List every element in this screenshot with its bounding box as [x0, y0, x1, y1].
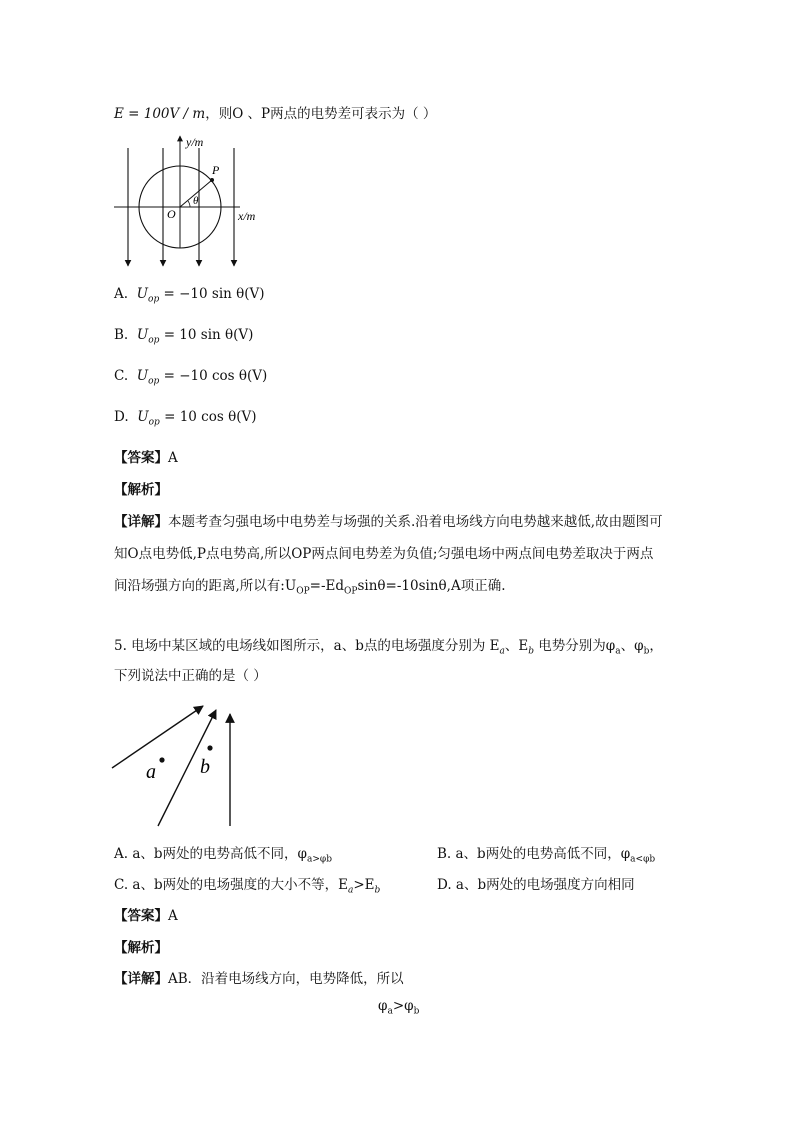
option-lhs: U [136, 286, 149, 302]
stem-text: 、φ [620, 638, 644, 654]
option-lhs: U [137, 409, 149, 425]
detail-tag: 【详解】 [114, 514, 168, 530]
option-sub: b [649, 854, 656, 865]
formula-text: >φ [392, 998, 414, 1014]
field-line [112, 706, 203, 768]
option-letter: C. [114, 368, 129, 384]
stem-text: ， [649, 638, 663, 654]
point-a-dot [159, 757, 164, 762]
q4-stem-text: ，则O 、P两点的电势差可表示为（ ） [205, 106, 437, 122]
option-sub: op [148, 376, 160, 387]
option-lhs: U [136, 368, 149, 384]
stem-sub: a [615, 646, 621, 657]
angle-label: θ [193, 195, 199, 207]
q4-answer [114, 446, 178, 466]
q4-stem-formula: E = 100V / m [114, 106, 206, 122]
option-rhs: = −10 sin θ(V) [163, 286, 265, 302]
option-text: C. a、b两处的电场强度的大小不等，E [114, 877, 348, 893]
detail-text: AB．沿着电场线方向，电势降低，所以 [168, 971, 404, 987]
detail-sub: OP [344, 586, 358, 597]
q4-option-d [114, 409, 257, 428]
point-b-dot [207, 745, 212, 750]
q5-stem-line2: 下列说法中正确的是（ ） [114, 668, 267, 684]
answer-tag: 【答案】 [114, 908, 168, 924]
q5-option-d: D. a、b两处的电场强度方向相同 [437, 877, 635, 893]
q4-option-c [114, 368, 267, 387]
stem-text: 5. 电场中某区域的电场线如图所示，a、b点的电场强度分别为 E [114, 638, 500, 654]
q4-analysis-tag: 【解析】 [114, 482, 168, 498]
stem-text: 电势分别为φ [534, 638, 616, 654]
q5-detail-line [114, 967, 404, 987]
q4-option-b [114, 327, 253, 346]
option-sub: op [148, 417, 160, 428]
answer-value: A [168, 908, 178, 924]
q5-answer [114, 904, 178, 924]
q5-option-c [114, 873, 380, 896]
detail-text: 间沿场强方向的距离,所以有:U [114, 578, 297, 594]
q5-stem-line1 [114, 634, 663, 657]
point-a-label: a [146, 761, 156, 783]
option-sub: b [374, 885, 381, 896]
q4-uniform-field-figure [110, 130, 270, 270]
q5-formula [378, 998, 419, 1017]
stem-sub: b [643, 646, 650, 657]
detail-sub: OP [296, 586, 310, 597]
detail-text: 本题考查匀强电场中电势差与场强的关系.沿着电场线方向电势越来越低,故由题图可 [168, 514, 663, 530]
stem-text: 、E [504, 638, 529, 654]
q5-option-a [114, 842, 332, 865]
q5-field-lines-figure [108, 696, 248, 828]
option-sub: b [326, 854, 332, 865]
detail-text: =-Ed [309, 578, 345, 594]
point-p-dot [210, 178, 214, 182]
q5-option-b [437, 842, 655, 865]
detail-text: sinθ=-10sinθ,A项正确. [357, 578, 506, 594]
x-axis-label: x/m [238, 209, 256, 223]
q5-analysis-tag: 【解析】 [114, 940, 168, 956]
option-text: >E [353, 877, 375, 893]
formula-sub: b [413, 1006, 420, 1017]
option-text: a>φ [306, 854, 327, 865]
answer-tag: 【答案】 [114, 450, 168, 466]
option-lhs: U [136, 327, 149, 343]
option-rhs: = −10 cos θ(V) [163, 368, 268, 384]
formula-text: φ [378, 998, 388, 1014]
point-p-label: P [212, 163, 220, 177]
option-sub: op [148, 335, 160, 346]
detail-tag: 【详解】 [114, 971, 168, 987]
origin-label: O [167, 207, 176, 221]
option-sub: op [148, 294, 160, 305]
stem-sub: a [499, 646, 505, 657]
option-rhs: = 10 sin θ(V) [163, 327, 254, 343]
option-rhs: = 10 cos θ(V) [164, 409, 257, 425]
formula-sub: a [387, 1006, 393, 1017]
y-axis-label: y/m [186, 135, 204, 149]
option-text: A. a、b两处的电势高低不同，φ [114, 846, 307, 862]
q4-stem [114, 102, 436, 122]
point-b-label: b [200, 756, 210, 778]
q4-detail-line2: 知O点电势低,P点电势高,所以OP两点间电势差为负值;匀强电场中两点间电势差取决于两点 [114, 546, 654, 562]
option-text: a<φ [630, 854, 650, 865]
q4-option-a [114, 286, 265, 305]
option-letter: A. [114, 286, 129, 302]
answer-value: A [168, 450, 178, 466]
angle-arc [188, 201, 190, 207]
option-letter: D. [114, 409, 129, 425]
option-letter: B. [114, 327, 129, 343]
stem-sub: b [528, 646, 535, 657]
q4-detail-line3 [114, 574, 506, 597]
q4-detail-line1 [114, 510, 663, 530]
option-text: B. a、b两处的电势高低不同，φ [437, 846, 631, 862]
option-sub: a [347, 885, 354, 896]
